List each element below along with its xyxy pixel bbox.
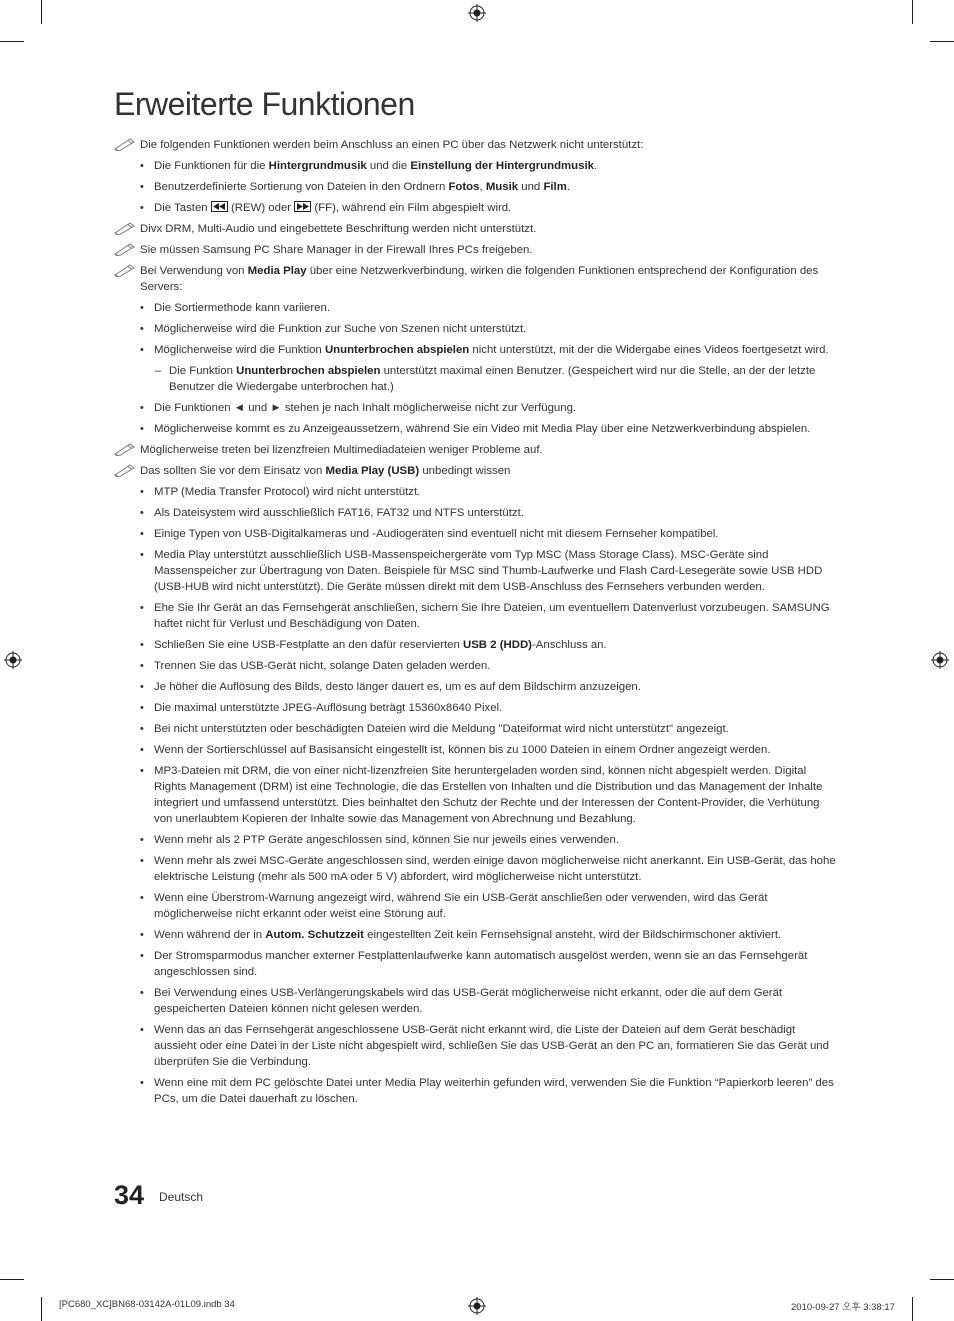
note-item bbox=[114, 221, 838, 237]
text-run: Je höher die Auflösung des Bilds, desto länger dauert es, um es auf dem Bildschirm anzuzeigen. bbox=[154, 681, 641, 693]
bold-term: Fotos bbox=[448, 181, 480, 193]
bullet-icon: • bbox=[140, 402, 144, 414]
text-run: eingestellten Zeit kein Fernsehsignal ansteht, wird der Bildschirmschoner aktiviert. bbox=[363, 929, 782, 941]
footer-timestamp: 2010-09-27 오후 3:38:17 bbox=[791, 1302, 895, 1313]
sub-list-item bbox=[114, 363, 838, 395]
crop-mark bbox=[41, 0, 42, 24]
text-run: (REW) oder bbox=[227, 202, 295, 214]
list-item bbox=[114, 1075, 838, 1107]
list-item bbox=[114, 927, 838, 943]
note-pencil-icon bbox=[114, 242, 136, 256]
bullet-icon: • bbox=[140, 202, 144, 214]
list-item bbox=[114, 853, 838, 885]
note-item bbox=[114, 442, 838, 458]
list-item bbox=[114, 600, 838, 632]
text-run: Die Funktion bbox=[169, 365, 237, 377]
note-pencil-icon bbox=[114, 442, 136, 456]
bullet-icon: • bbox=[140, 486, 144, 498]
text-run: Die Tasten bbox=[154, 202, 211, 214]
text-run: unterstützt maximal einen Benutzer. (Gespeichert wird nur die Stelle, an der der letzte Benutzer die Wiedergabe unterbrochen hat.) bbox=[169, 365, 816, 393]
bullet-icon: • bbox=[140, 344, 144, 356]
bullet-icon: • bbox=[140, 855, 144, 867]
list-item bbox=[114, 300, 838, 316]
bullet-icon: • bbox=[140, 892, 144, 904]
crop-mark bbox=[930, 41, 954, 42]
list-item bbox=[114, 637, 838, 653]
bullet-icon: • bbox=[140, 423, 144, 435]
list-item bbox=[114, 200, 838, 216]
bold-term: Autom. Schutzzeit bbox=[265, 929, 364, 941]
footer-file: [PC680_XC]BN68-03142A-01L09.indb 34 bbox=[59, 1299, 235, 1310]
text-run: Schließen Sie eine USB-Festplatte an den dafür reservierten bbox=[154, 639, 463, 651]
text-run: über eine Netzwerkverbindung, wirken die folgenden Funktionen entsprechend der Konfiguration des Servers: bbox=[140, 265, 819, 293]
text-run: Wenn das an das Fernsehgerät angeschlossene USB-Gerät nicht erkannt wird, die Liste der Dateien auf dem Gerät beschädigt aussieht oder eine Datei in der Liste nicht abgespielt wird, schließen Sie das USB-Gerät an den PC an, formatieren Sie das Gerät und überprüfen Sie die Verbindung. bbox=[154, 1024, 829, 1068]
list-item bbox=[114, 890, 838, 922]
note-pencil-icon bbox=[114, 263, 136, 277]
bullet-icon: • bbox=[140, 681, 144, 693]
bullet-icon: • bbox=[140, 302, 144, 314]
text-run: Die maximal unterstützte JPEG-Auflösung beträgt 15360x8640 Pixel. bbox=[154, 702, 503, 714]
text-run: Wenn mehr als 2 PTP Geräte angeschlossen sind, können Sie nur jeweils eines verwenden. bbox=[154, 834, 619, 846]
bullet-icon: • bbox=[140, 549, 144, 561]
text-run: Wenn mehr als zwei MSC-Geräte angeschlossen sind, werden einige davon möglicherweise nicht anerkannt. Ein USB-Gerät, das hohe elektrische Leistung (mehr als 500 mA oder 5 V) abfordert, wird möglicherweise nicht unterstützt. bbox=[154, 855, 836, 883]
bold-term: Musik bbox=[485, 181, 519, 193]
text-run: und bbox=[518, 181, 544, 193]
list-item bbox=[114, 763, 838, 827]
bold-term: Ununterbrochen abspielen bbox=[324, 344, 470, 356]
bullet-icon: • bbox=[140, 528, 144, 540]
note-pencil-icon bbox=[114, 463, 136, 477]
rew-button-icon bbox=[211, 201, 228, 212]
text-run: (FF), während ein Film abgespielt wird. bbox=[311, 202, 512, 214]
text-run: , bbox=[479, 181, 486, 193]
text-run: Die Funktionen für die bbox=[154, 160, 269, 172]
note-item bbox=[114, 137, 838, 153]
bold-term: Film bbox=[543, 181, 567, 193]
text-run: -Anschluss an. bbox=[531, 639, 607, 651]
list-item bbox=[114, 742, 838, 758]
list-item bbox=[114, 342, 838, 358]
crop-mark bbox=[41, 1297, 42, 1321]
text-run: Divx DRM, Multi-Audio und eingebettete Beschriftung werden nicht unterstützt. bbox=[140, 223, 537, 235]
bullet-icon: • bbox=[140, 929, 144, 941]
text-run: Wenn eine mit dem PC gelöschte Datei unter Media Play weiterhin gefunden wird, verwenden Sie die Funktion “Papierkorb leeren” des PCs, um die Datei dauerhaft zu löschen. bbox=[154, 1077, 834, 1105]
crop-mark bbox=[912, 1297, 913, 1321]
crop-mark bbox=[0, 1279, 24, 1280]
text-run: Ehe Sie Ihr Gerät an das Fernsehgerät anschließen, sichern Sie Ihre Dateien, um eventuellem Datenverlust vorzubeugen. SAMSUNG haftet nicht für Verlust und Beschädigung von Daten. bbox=[154, 602, 830, 630]
text-run: Als Dateisystem wird ausschließlich FAT16, FAT32 und NTFS unterstützt. bbox=[154, 507, 524, 519]
list-item bbox=[114, 832, 838, 848]
list-item bbox=[114, 721, 838, 737]
text-run: Möglicherweise treten bei lizenzfreien Multimediadateien weniger Probleme auf. bbox=[140, 444, 543, 456]
bullet-icon: • bbox=[140, 744, 144, 756]
text-run: Bei Verwendung eines USB-Verlängerungskabels wird das USB-Gerät möglicherweise nicht erkannt, oder die auf dem Gerät gespeicherten Dateien können nicht gelesen werden. bbox=[154, 987, 783, 1015]
text-run: . bbox=[566, 181, 571, 193]
note-pencil-icon bbox=[114, 221, 136, 235]
list-item bbox=[114, 158, 838, 174]
list-item bbox=[114, 421, 838, 437]
dash-icon: – bbox=[155, 365, 162, 377]
content-list bbox=[114, 137, 838, 1112]
list-item bbox=[114, 679, 838, 695]
registration-mark-icon bbox=[468, 4, 486, 22]
crop-mark bbox=[0, 41, 24, 42]
bullet-icon: • bbox=[140, 723, 144, 735]
registration-mark-icon bbox=[4, 651, 22, 669]
text-run: Wenn der Sortierschlüssel auf Basisansicht eingestellt ist, können bis zu 1000 Dateien in einem Ordner angezeigt werden. bbox=[154, 744, 771, 756]
text-run: Sie müssen Samsung PC Share Manager in der Firewall Ihres PCs freigeben. bbox=[140, 244, 533, 256]
text-run: nicht unterstützt, mit der die Widergabe eines Videos foertgesetzt wird. bbox=[469, 344, 829, 356]
list-item bbox=[114, 1022, 838, 1070]
bullet-icon: • bbox=[140, 507, 144, 519]
list-item bbox=[114, 547, 838, 595]
list-item bbox=[114, 505, 838, 521]
bullet-icon: • bbox=[140, 987, 144, 999]
note-pencil-icon bbox=[114, 137, 136, 151]
text-run: . bbox=[593, 160, 598, 172]
text-run: Möglicherweise wird die Funktion zur Suche von Szenen nicht unterstützt. bbox=[154, 323, 527, 335]
text-run: Wenn während der in bbox=[154, 929, 266, 941]
text-run: Die Sortiermethode kann variieren. bbox=[154, 302, 331, 314]
crop-mark bbox=[930, 1279, 954, 1280]
text-run: Der Stromsparmodus mancher externer Festplattenlaufwerke kann automatisch ausgelöst werden, wenn sie an das Fernsehgerät angeschlossen sind. bbox=[154, 950, 808, 978]
registration-mark-icon bbox=[468, 1297, 486, 1315]
page-language: Deutsch bbox=[159, 1190, 204, 1204]
list-item bbox=[114, 658, 838, 674]
text-run: unbedingt wissen bbox=[419, 465, 511, 477]
bullet-icon: • bbox=[140, 950, 144, 962]
text-run: Möglicherweise wird die Funktion bbox=[154, 344, 325, 356]
bold-term: Hintergrundmusik bbox=[268, 160, 367, 172]
list-item bbox=[114, 948, 838, 980]
note-item bbox=[114, 263, 838, 295]
bullet-icon: • bbox=[140, 1024, 144, 1036]
bullet-icon: • bbox=[140, 639, 144, 651]
bold-term: Ununterbrochen abspielen bbox=[236, 365, 381, 377]
text-run: Die Funktionen ◄ und ► stehen je nach Inhalt möglicherweise nicht zur Verfügung. bbox=[154, 402, 577, 414]
bold-term: USB 2 (HDD) bbox=[462, 639, 532, 651]
list-item bbox=[114, 484, 838, 500]
bullet-icon: • bbox=[140, 660, 144, 672]
list-item bbox=[114, 400, 838, 416]
text-run: Trennen Sie das USB-Gerät nicht, solange Daten geladen werden. bbox=[154, 660, 491, 672]
bullet-icon: • bbox=[140, 323, 144, 335]
text-run: Einige Typen von USB-Digitalkameras und -Audiogeräten sind eventuell nicht mit diesem Fernseher kompatibel. bbox=[154, 528, 719, 540]
registration-mark-icon bbox=[931, 651, 949, 669]
list-item bbox=[114, 179, 838, 195]
page-title: Erweiterte Funktionen bbox=[114, 86, 415, 122]
bullet-icon: • bbox=[140, 1077, 144, 1089]
bullet-icon: • bbox=[140, 834, 144, 846]
list-item bbox=[114, 700, 838, 716]
text-run: MTP (Media Transfer Protocol) wird nicht unterstützt. bbox=[154, 486, 421, 498]
text-run: Das sollten Sie vor dem Einsatz von bbox=[140, 465, 326, 477]
ff-button-icon bbox=[294, 201, 311, 212]
page-number: 34 bbox=[114, 1180, 145, 1210]
bold-term: Einstellung der Hintergrundmusik bbox=[410, 160, 594, 172]
text-run: MP3-Dateien mit DRM, die von einer nicht-lizenzfreien Site heruntergeladen worden sind, können nicht abgespielt werden. Digital Rights Management (DRM) ist eine Technologie, die das Erstellen von Inhalten und die Distribution und das Management der Inhalte integriert und umfassend unterstützt. Dies beinhaltet den Schutz der Rechte und der Interessen der Content-Provider, die Verhütung von unerlaubtem Kopieren der Inhalte sowie das Management von Abrechnung und Bezahlung. bbox=[154, 765, 823, 825]
text-run: Benutzerdefinierte Sortierung von Dateien in den Ordnern bbox=[154, 181, 449, 193]
bold-term: Media Play bbox=[247, 265, 307, 277]
text-run: und die bbox=[366, 160, 411, 172]
list-item bbox=[114, 985, 838, 1017]
note-item bbox=[114, 463, 838, 479]
text-run: Die folgenden Funktionen werden beim Anschluss an einen PC über das Netzwerk nicht unterstützt: bbox=[140, 139, 644, 151]
bullet-icon: • bbox=[140, 602, 144, 614]
bullet-icon: • bbox=[140, 181, 144, 193]
bullet-icon: • bbox=[140, 702, 144, 714]
text-run: Media Play unterstützt ausschließlich USB-Massenspeichergeräte vom Typ MSC (Mass Storage Class). MSC-Geräte sind Massenspeicher zur Übertragung von Daten. Beispiele für MSC sind Thumb-Laufwerke und Flash Card-Lesegeräte sowie USB HDD (USB-HUB wird nicht unterstützt). Die Geräte müssen direkt mit dem USB-Anschluss des Fernsehers verbunden werden. bbox=[154, 549, 823, 593]
text-run: Wenn eine Überstrom-Warnung angezeigt wird, während Sie ein USB-Gerät anschließen oder verwenden, wird das Gerät möglicherweise nicht erkannt oder weist eine Störung auf. bbox=[154, 892, 768, 920]
text-run: Möglicherweise kommt es zu Anzeigeaussetzern, während Sie ein Video mit Media Play über eine Netzwerkverbindung abspielen. bbox=[154, 423, 811, 435]
bullet-icon: • bbox=[140, 160, 144, 172]
bold-term: Media Play (USB) bbox=[325, 465, 420, 477]
list-item bbox=[114, 321, 838, 337]
text-run: Bei nicht unterstützten oder beschädigten Dateien wird die Meldung "Dateiformat wird nicht unterstützt" angezeigt. bbox=[154, 723, 729, 735]
crop-mark bbox=[912, 0, 913, 24]
note-item bbox=[114, 242, 838, 258]
text-run: Bei Verwendung von bbox=[140, 265, 248, 277]
list-item bbox=[114, 526, 838, 542]
bullet-icon: • bbox=[140, 765, 144, 777]
